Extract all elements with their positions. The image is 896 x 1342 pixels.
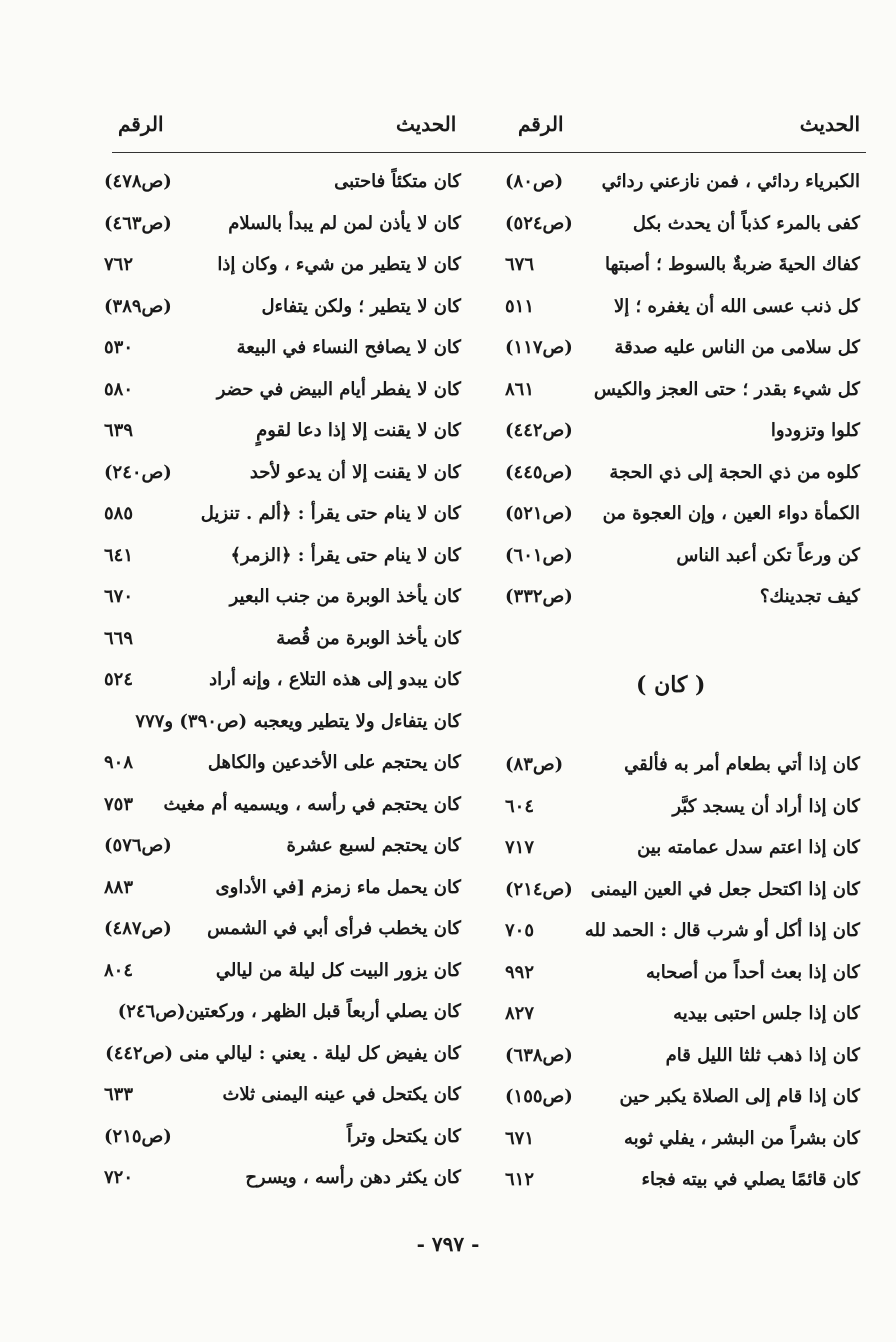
hadith-text: كان لا ينام حتى يقرأ : ﴿الزمر﴾ xyxy=(230,544,461,566)
hadith-text: كفى بالمرء كذباً أن يحدث بكل xyxy=(632,212,860,234)
hadith-reference: (ص٨٠) xyxy=(505,171,564,192)
index-entry xyxy=(104,1126,461,1168)
right-column-bottom xyxy=(505,754,860,1211)
hadith-text: كفاك الحيةَ ضربةٌ بالسوط ؛ أصبتها xyxy=(604,254,860,275)
index-entry xyxy=(104,1084,461,1126)
left-column xyxy=(104,171,461,1209)
index-entry xyxy=(505,796,860,838)
hadith-reference: ٩٠٨ xyxy=(104,752,134,773)
hadith-reference: ٦٠٤ xyxy=(505,795,535,817)
hadith-text: كان يأخذ الوبرة من قُصة xyxy=(276,627,461,649)
hadith-text: كل ذنب عسى الله أن يغفره ؛ إلا xyxy=(613,295,860,317)
index-entry xyxy=(104,462,461,504)
index-entry xyxy=(104,296,461,338)
hadith-reference: (ص٣٣٢) xyxy=(505,586,573,607)
hadith-text: كان إذا اعتم سدل عمامته بين xyxy=(637,837,860,858)
hadith-text: كان يحتجم لسبع عشرة xyxy=(286,835,461,856)
index-entry xyxy=(104,918,461,960)
hadith-reference: (ص٤٨٧) xyxy=(104,918,172,939)
index-entry xyxy=(505,1045,860,1087)
index-entry xyxy=(505,586,860,628)
hadith-reference: ٥٨٠ xyxy=(104,378,134,400)
index-entry xyxy=(104,1043,461,1085)
hadith-reference: (ص٢١٥) xyxy=(104,1125,172,1147)
hadith-text: كان لا يتطير ؛ ولكن يتفاءل xyxy=(261,295,461,317)
hadith-reference: (ص٦٣٨) xyxy=(505,1044,573,1066)
hadith-text: كان إذا اكتحل جعل في العين اليمنى xyxy=(590,878,860,900)
index-entry xyxy=(505,879,860,921)
hadith-text: كان يأخذ الوبرة من جنب البعير xyxy=(229,586,461,607)
hadith-reference: (ص١١٧) xyxy=(505,337,573,358)
index-entry xyxy=(104,1001,461,1043)
index-entry xyxy=(104,711,461,753)
hadith-text: كان يفيض كل ليلة . يعني : ليالي منى (ص٤٤٢) xyxy=(105,1042,461,1064)
hadith-text: كان يكتحل في عينه اليمنى ثلاث xyxy=(222,1084,461,1105)
hadith-reference: (ص٨٣) xyxy=(505,754,564,775)
index-entry xyxy=(505,254,860,296)
hadith-reference: ٩٩٢ xyxy=(505,961,535,983)
hadith-reference: (ص٦٠١) xyxy=(505,544,573,566)
index-entry xyxy=(104,545,461,587)
hadith-text: كان يحتجم على الأخدعين والكاهل xyxy=(207,752,461,773)
hadith-text: كان لا ينام حتى يقرأ : ﴿ألم . تنزيل xyxy=(200,503,461,524)
hadith-reference: (ص٢١٤) xyxy=(505,878,573,900)
hadith-reference: ٨٠٤ xyxy=(104,959,134,981)
hadith-reference: ٧٠٥ xyxy=(505,920,535,941)
index-entry xyxy=(505,1128,860,1170)
hadith-reference: ٨٨٣ xyxy=(104,876,134,898)
hadith-text: كلوه من ذي الحجة إلى ذي الحجة xyxy=(609,461,860,483)
hadith-reference: ٦٦٩ xyxy=(104,627,134,649)
hadith-reference: ٥٢٤ xyxy=(104,669,134,690)
hadith-text: كان إذا قام إلى الصلاة يكبر حين xyxy=(619,1086,860,1107)
hadith-text: كان يخطب فرأى أبي في الشمس xyxy=(207,918,461,939)
index-entry xyxy=(505,296,860,338)
hadith-text: كان يحتجم في رأسه ، ويسميه أم مغيث xyxy=(163,793,461,815)
index-entry xyxy=(505,545,860,587)
index-entry xyxy=(104,337,461,379)
index-entry xyxy=(505,379,860,421)
hadith-reference: (ص٤٧٨) xyxy=(104,171,172,192)
index-entry xyxy=(505,462,860,504)
right-hadith-header: الحديث xyxy=(799,112,860,136)
index-entry xyxy=(104,877,461,919)
index-entry xyxy=(505,337,860,379)
hadith-reference: ٦٧١ xyxy=(505,1127,535,1149)
index-entry xyxy=(505,920,860,962)
hadith-text: كان إذا أراد أن يسجد كبَّر xyxy=(672,795,860,817)
hadith-text: كان يتفاءل ولا يتطير ويعجبه (ص٣٩٠) و٧٧٧ xyxy=(135,710,461,732)
hadith-text: كان إذا أتي بطعام أمر به فألقي xyxy=(624,754,860,775)
hadith-reference: ٥١١ xyxy=(505,295,535,317)
hadith-text: كان إذا ذهب ثلثا الليل قام xyxy=(665,1044,860,1066)
hadith-reference: ٧٢٠ xyxy=(104,1167,134,1188)
right-column-top xyxy=(505,171,860,628)
hadith-reference: ٦٧٠ xyxy=(104,586,134,607)
hadith-text: كن ورعاً تكن أعبد الناس xyxy=(676,544,860,566)
hadith-text: كلوا وتزودوا xyxy=(770,420,860,441)
hadith-reference: (ص٥٢٤) xyxy=(505,212,573,234)
index-entry xyxy=(104,213,461,255)
hadith-text: كان يكتحل وتراً xyxy=(346,1125,461,1147)
hadith-text: كان يحمل ماء زمزم [في الأداوى xyxy=(215,876,461,898)
index-entry xyxy=(104,254,461,296)
hadith-reference: ٥٣٠ xyxy=(104,337,134,358)
hadith-reference: (ص٤٤٢) xyxy=(505,420,573,441)
hadith-reference: (ص٥٧٦) xyxy=(104,835,172,856)
index-entry xyxy=(505,962,860,1004)
index-entry xyxy=(505,171,860,213)
index-entry xyxy=(104,669,461,711)
hadith-text: كان قائمًا يصلي في بيته فجاء xyxy=(641,1169,860,1190)
index-entry xyxy=(104,835,461,877)
index-entry xyxy=(104,752,461,794)
index-entry xyxy=(505,213,860,255)
hadith-text: كان بشراً من البشر ، يفلي ثوبه xyxy=(624,1127,860,1149)
hadith-text: كان لا يتطير من شيء ، وكان إذا xyxy=(217,254,461,275)
header-rule xyxy=(112,152,866,153)
hadith-text: كان لا يقنت إلا أن يدعو لأحد xyxy=(249,461,461,483)
hadith-reference: ٧٥٣ xyxy=(104,793,134,815)
hadith-reference: ٨٢٧ xyxy=(505,1003,535,1024)
index-entry xyxy=(104,379,461,421)
index-entry xyxy=(104,586,461,628)
hadith-reference: (ص٤٦٣) xyxy=(104,212,172,234)
hadith-text: كان يبدو إلى هذه التلاع ، وإنه أراد xyxy=(209,669,461,690)
index-entry xyxy=(104,1167,461,1209)
hadith-text: كان يكثر دهن رأسه ، ويسرح xyxy=(245,1167,461,1188)
index-entry xyxy=(505,1003,860,1045)
index-entry xyxy=(104,960,461,1002)
hadith-reference: ٦٣٣ xyxy=(104,1084,134,1105)
hadith-text: كان يصلي أربعاً قبل الظهر ، وركعتين(ص٢٤٦) xyxy=(117,1001,461,1022)
hadith-text: كان يزور البيت كل ليلة من ليالي xyxy=(215,959,461,981)
section-heading: ( كان ) xyxy=(636,672,706,698)
index-entry xyxy=(104,503,461,545)
hadith-reference: (ص٥٢١) xyxy=(505,503,573,524)
hadith-reference: (ص١٥٥) xyxy=(505,1086,573,1107)
hadith-text: كان لا يفطر أيام البيض في حضر xyxy=(216,378,461,400)
left-hadith-header: الحديث xyxy=(396,112,457,136)
hadith-text: كان إذا بعث أحداً من أصحابه xyxy=(646,961,860,983)
hadith-reference: ٦٧٦ xyxy=(505,254,535,275)
index-entry xyxy=(505,420,860,462)
index-entry xyxy=(505,837,860,879)
hadith-reference: ٦١٢ xyxy=(505,1169,535,1190)
index-entry xyxy=(104,420,461,462)
hadith-reference: ٧١٧ xyxy=(505,837,535,858)
index-entry xyxy=(505,754,860,796)
hadith-text: كل سلامى من الناس عليه صدقة xyxy=(614,337,860,358)
hadith-reference: (ص٢٤٠) xyxy=(104,461,172,483)
hadith-reference: ٨٦١ xyxy=(505,378,535,400)
hadith-text: كان لا يأذن لمن لم يبدأ بالسلام xyxy=(228,212,461,234)
hadith-text: كان لا يصافح النساء في البيعة xyxy=(236,337,461,358)
hadith-text: كان إذا أكل أو شرب قال : الحمد لله xyxy=(584,920,860,941)
index-entry xyxy=(505,1086,860,1128)
hadith-reference: ٧٦٢ xyxy=(104,254,134,275)
index-entry xyxy=(505,1169,860,1211)
index-entry xyxy=(104,628,461,670)
hadith-text: الكمأة دواء العين ، وإن العجوة من xyxy=(602,503,860,524)
hadith-text: كان لا يقنت إلا إذا دعا لقومٍ xyxy=(256,420,461,441)
hadith-text: كان متكئاً فاحتبى xyxy=(334,171,461,192)
page-number: - ٧٩٧ - xyxy=(416,1232,480,1256)
hadith-text: الكبرياء ردائي ، فمن نازعني ردائي xyxy=(601,171,860,192)
index-entry xyxy=(104,171,461,213)
hadith-reference: ٦٤١ xyxy=(104,544,134,566)
hadith-reference: ٦٣٩ xyxy=(104,420,134,441)
hadith-text: كل شيء بقدر ؛ حتى العجز والكيس xyxy=(593,378,860,400)
hadith-text: كيف تجدينك؟ xyxy=(759,586,860,607)
hadith-reference: (ص٤٤٥) xyxy=(505,461,573,483)
left-number-header: الرقم xyxy=(118,112,164,136)
index-entry xyxy=(104,794,461,836)
right-number-header: الرقم xyxy=(518,112,564,136)
hadith-reference: ٥٨٥ xyxy=(104,503,134,524)
index-entry xyxy=(505,503,860,545)
hadith-reference: (ص٣٨٩) xyxy=(104,295,172,317)
hadith-text: كان إذا جلس احتبى بيديه xyxy=(673,1003,860,1024)
